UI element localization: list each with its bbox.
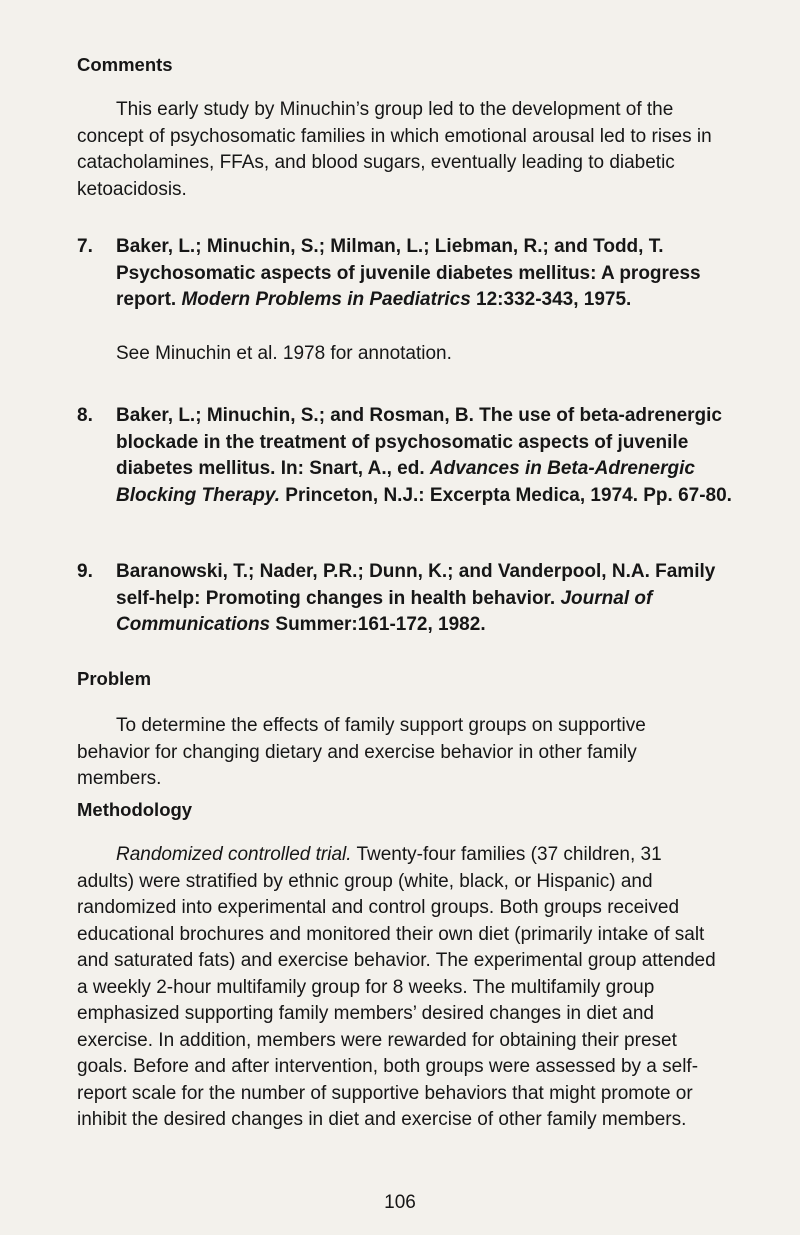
reference-journal: Modern Problems in Paediatrics xyxy=(181,289,471,310)
reference-journal: Journal of Communications xyxy=(116,587,653,635)
reference-7-note: See Minuchin et al. 1978 for annotation. xyxy=(116,343,452,364)
reference-citation: Summer:161-172, 1982. xyxy=(270,614,486,635)
reference-book-title: Advances in Beta-Adrenergic Blocking Therapy. xyxy=(116,458,695,506)
study-design-label: Randomized controlled trial. xyxy=(116,844,352,865)
reference-number: 9. xyxy=(77,561,93,582)
reference-9 xyxy=(77,559,756,639)
reference-8 xyxy=(77,403,756,509)
comments-heading: Comments xyxy=(77,54,173,75)
reference-7 xyxy=(77,234,756,314)
methodology-text: Twenty-four families (37 children, 31 adults) were stratified by ethnic group (white, black, or Hispanic) and randomized into experimental and control groups. Both groups received educational brochures and monitored their own diet (primarily intake of salt and saturated fats) and exercise behavior. The experimental group attended a weekly 2-hour multifamily group for 8 weeks. The multifamily group emphasized supporting family members’ desired changes in diet and exercise. In addition, members were rewarded for obtaining their preset goals. Before and after intervention, both groups were assessed by a self-report scale for the number of supportive behaviors that might promote or inhibit the desired changes in diet and exercise of other family members. xyxy=(77,844,716,1130)
comments-paragraph: This early study by Minuchin’s group led to the development of the concept of psychosomatic families in which emotional arousal led to rises in catacholamines, FFAs, and blood sugars, eventually leading to diabetic ketoacidosis. xyxy=(77,99,712,200)
methodology-paragraph xyxy=(77,842,717,1134)
problem-heading: Problem xyxy=(77,668,152,689)
problem-paragraph: To determine the effects of family support groups on supportive behavior for changing dietary and exercise behavior in other family members. xyxy=(77,715,646,789)
reference-citation: 12:332-343, 1975. xyxy=(470,289,632,310)
reference-number: 7. xyxy=(77,236,93,257)
page-number: 106 xyxy=(384,1192,416,1213)
reference-authors-title: Baker, L.; Minuchin, S.; Milman, L.; Liebman, R.; and Todd, T. Psychosomatic aspects of juvenile diabetes mellitus: A progress report. xyxy=(116,236,701,310)
reference-authors-title: Baker, L.; Minuchin, S.; and Rosman, B. The use of beta-adrenergic blockade in the treatment of psychosomatic aspects of juvenile diabetes mellitus. In: Snart, A., ed. xyxy=(116,405,722,479)
reference-citation: Princeton, N.J.: Excerpta Medica, 1974. Pp. 67-80. xyxy=(280,484,732,506)
methodology-heading: Methodology xyxy=(77,799,193,820)
reference-number: 8. xyxy=(77,405,93,426)
reference-authors-title: Baranowski, T.; Nader, P.R.; Dunn, K.; and Vanderpool, N.A. Family self-help: Promoting changes in health behavior. xyxy=(116,561,716,609)
